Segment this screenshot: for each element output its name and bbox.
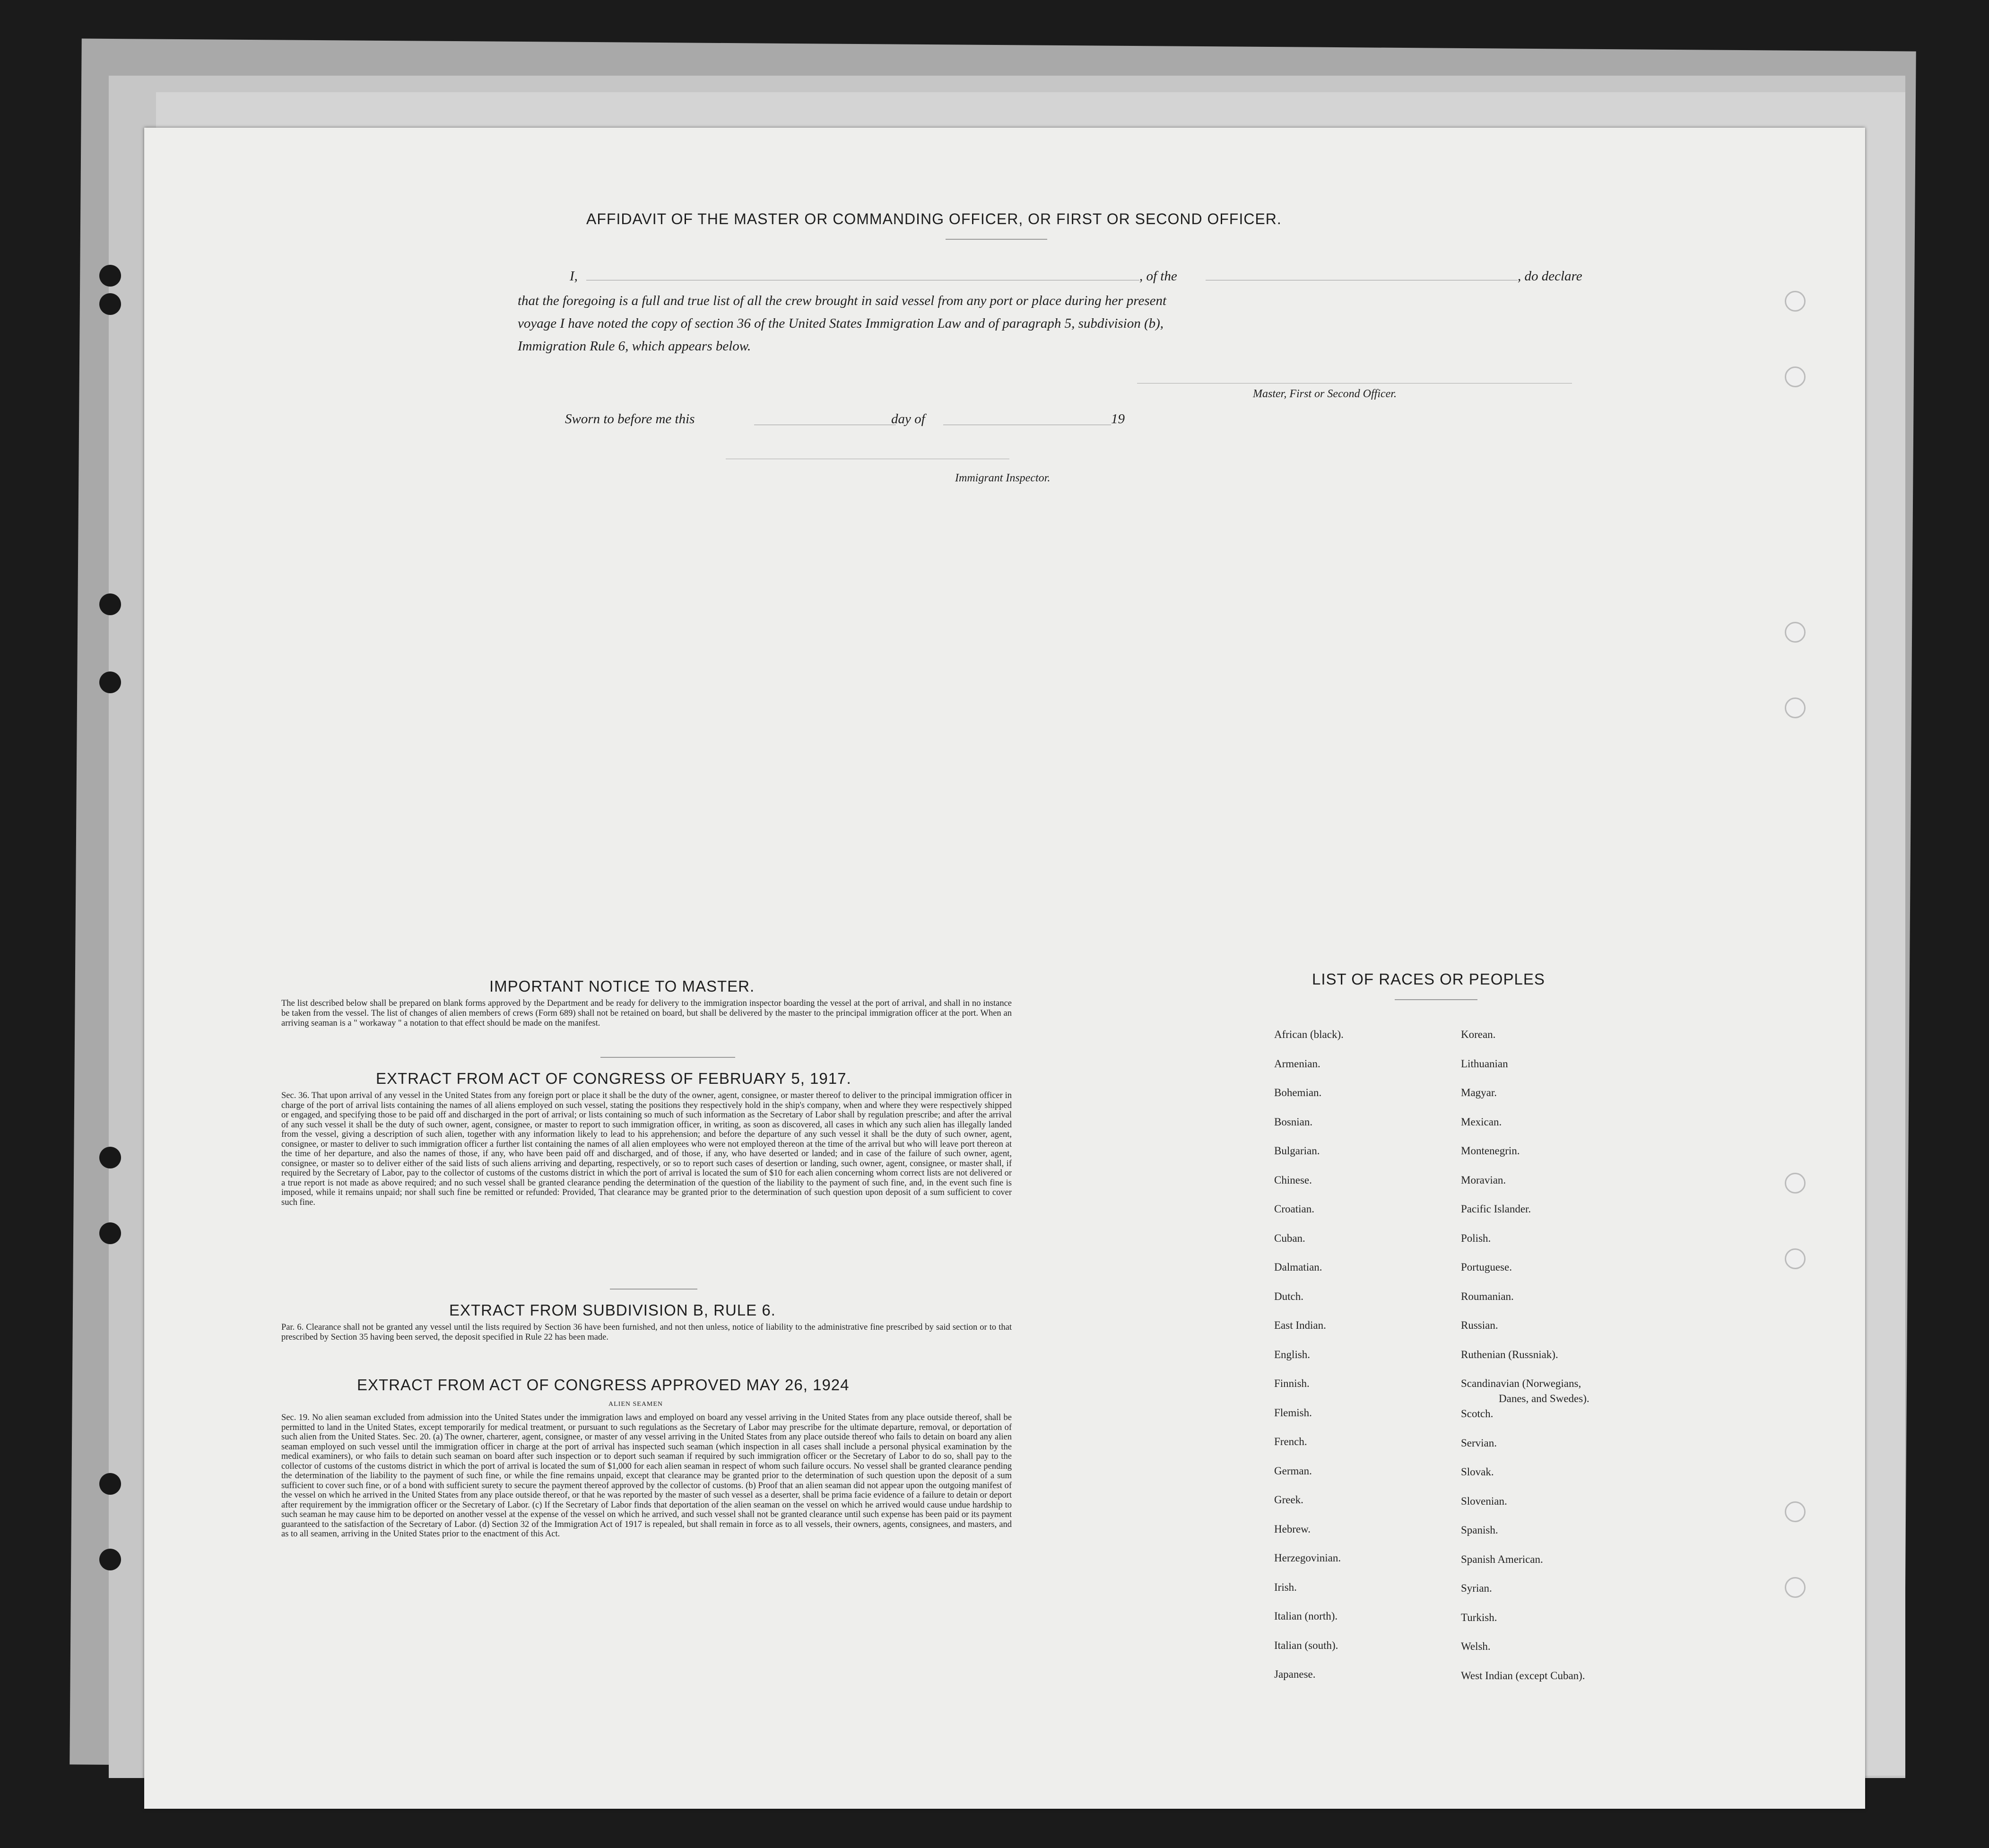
extract-1924-body: Sec. 19. No alien seaman excluded from admission into the United States under the immigration laws and employed on board any vessel arriving in the United States from any place outside thereof, shall be permitted to land in the United States, except temporarily for medical treatment, or pursuant to such regulations as the Secretary of Labor may prescribe for the ultimate departure, removal, or deportation of such alien from the United States. Sec. 20. (a) The owner, charterer, agent, consignee, or master of any vessel arriving in the United States from any place outside thereof who fails to detain on board any alien seaman employed on such vessel until the immigration officer in charge at the port of arrival has inspected such seaman (which inspection in all cases shall include a personal physical examination by the medical examiners), or who fails to detain such seaman on board after such inspection or to deport such seaman if required by such immigration officer or the Secretary of Labor to do so, shall pay to the collector of customs of the customs district in which the port of arrival is located the sum of $1,000 for each alien seaman in respect of whom such failure occurs. No vessel shall be granted clearance pending the determination of the liability to the payment of such fine, or while the fine remains unpaid, except that clearance may be granted prior to the determination of such question upon the deposit of a sum sufficient to cover such fine, or of a bond with sufficient surety to secure the payment thereof approved by the collector of customs. (b) Proof that an alien seaman did not appear upon the outgoing manifest of the vessel on which he arrived in the United States from any place outside thereof, or that he was reported by the master of such vessel as a deserter, shall be prima facie evidence of a failure to detain or deport after requirement by the immigration officer or the Secretary of Labor. (c) If the Secretary of Labor finds that deportation of the alien seaman on the vessel on which he arrived would cause undue hardship to such seaman he may cause him to be deported on another vessel at the expense of the vessel on which he arrived, and such vessel shall not be granted clearance until such expense has been paid or its payment guaranteed to the satisfaction of the Secretary of Labor. (d) Section 32 of the Immigration Act of 1917 is repealed, but shall remain in force as to all vessels, their owners, agents, consignees, and masters, and as to all seamen, arriving in the United States prior to the enactment of this Act. <box>281 1413 1012 1539</box>
race-item: Scotch. <box>1461 1408 1494 1420</box>
race-item: Moravian. <box>1461 1174 1506 1186</box>
extract-1924-title: EXTRACT FROM ACT OF CONGRESS APPROVED MAY 26, 1924 <box>357 1376 850 1394</box>
race-item: Korean. <box>1461 1029 1496 1040</box>
race-item: African (black). <box>1274 1029 1344 1040</box>
races-title: LIST OF RACES OR PEOPLES <box>1312 970 1545 988</box>
race-item: Japanese. <box>1274 1668 1316 1680</box>
document-page <box>144 128 1865 1809</box>
rule6-body: Par. 6. Clearance shall not be granted any vessel until the lists required by Section 36 have been furnished, and not then unless, notice of liability to the administrative fine prescribed by said section or to that prescribed by Section 35 having been served, the deposit specified in Rule 22 has been made. <box>281 1323 1012 1342</box>
master-caption: Master, First or Second Officer. <box>1253 388 1397 400</box>
race-item: Flemish. <box>1274 1406 1312 1419</box>
race-item: Herzegovinian. <box>1274 1552 1341 1564</box>
race-item: Portuguese. <box>1461 1261 1512 1273</box>
race-item: Scandinavian (Norwegians, <box>1461 1377 1581 1389</box>
punch-hole-icon <box>1785 1577 1806 1598</box>
rule6-title: EXTRACT FROM SUBDIVISION B, RULE 6. <box>449 1301 776 1319</box>
punch-hole-icon <box>1785 1173 1806 1194</box>
race-item: Danes, and Swedes). <box>1499 1393 1589 1404</box>
race-item: Italian (north). <box>1274 1610 1338 1622</box>
punch-hole-icon <box>1785 622 1806 643</box>
affidavit-i: I, <box>570 269 578 284</box>
punch-hole-icon <box>1785 1501 1806 1522</box>
year-prefix: 19 <box>1111 411 1125 427</box>
race-item: Finnish. <box>1274 1377 1310 1389</box>
section-rule <box>610 1289 697 1290</box>
race-item: Cuban. <box>1274 1232 1305 1244</box>
race-item: Irish. <box>1274 1581 1297 1593</box>
race-item: Spanish American. <box>1461 1553 1543 1565</box>
punch-hole-icon <box>99 593 121 615</box>
race-item: Italian (south). <box>1274 1639 1338 1651</box>
race-item: Slovak. <box>1461 1466 1494 1478</box>
race-item: Spanish. <box>1461 1524 1498 1536</box>
race-item: Magyar. <box>1461 1087 1497 1098</box>
race-item: English. <box>1274 1348 1311 1360</box>
extract-1924-subtitle: ALIEN SEAMEN <box>608 1401 663 1408</box>
affidavit-line4: Immigration Rule 6, which appears below. <box>518 339 751 354</box>
race-item: Armenian. <box>1274 1057 1320 1070</box>
extract-1917-title: EXTRACT FROM ACT OF CONGRESS OF FEBRUARY 5, 1917. <box>376 1070 851 1087</box>
race-item: Lithuanian <box>1461 1057 1508 1070</box>
punch-hole-icon <box>99 293 121 315</box>
affidavit-do-declare: , do declare <box>1518 269 1582 284</box>
races-rule <box>1395 999 1477 1000</box>
punch-hole-icon <box>99 1222 121 1244</box>
race-item: Bulgarian. <box>1274 1145 1320 1157</box>
race-item: Ruthenian (Russniak). <box>1461 1348 1558 1360</box>
punch-hole-icon <box>1785 366 1806 387</box>
race-item: French. <box>1274 1436 1307 1447</box>
affidavit-line3: voyage I have noted the copy of section 36 of the United States Immigration Law and of paragraph 5, subdivision (b), <box>518 316 1164 331</box>
race-item: Chinese. <box>1274 1174 1312 1186</box>
race-item: German. <box>1274 1464 1312 1477</box>
race-item: Pacific Islander. <box>1461 1203 1531 1215</box>
inspector-caption: Immigrant Inspector. <box>955 472 1051 484</box>
race-item: Slovenian. <box>1461 1495 1507 1507</box>
race-item: Mexican. <box>1461 1116 1502 1128</box>
punch-hole-icon <box>99 671 121 693</box>
punch-hole-icon <box>99 265 121 287</box>
race-item: Syrian. <box>1461 1582 1492 1594</box>
race-item: Welsh. <box>1461 1640 1491 1652</box>
race-item: East Indian. <box>1274 1319 1326 1331</box>
affidavit-title: AFFIDAVIT OF THE MASTER OR COMMANDING OFFICER, OR FIRST OR SECOND OFFICER. <box>586 210 1282 227</box>
punch-hole-icon <box>1785 1248 1806 1269</box>
sworn-text: Sworn to before me this <box>565 411 695 427</box>
race-item: Montenegrin. <box>1461 1145 1520 1157</box>
race-item: Dalmatian. <box>1274 1261 1322 1273</box>
race-item: Servian. <box>1461 1437 1497 1449</box>
notice-body: The list described below shall be prepared on blank forms approved by the Department and be ready for delivery to the immigration inspector boarding the vessel at the port of arrival, and shall in no instance be taken from the vessel. The list of changes of alien members of crews (Form 689) shall not be retained on board, but shall be delivered by the master to the principal immigration officer at the port. When an arriving seaman is a " workaway " a notation to that effect should be made on the manifest. <box>281 999 1012 1028</box>
race-item: Greek. <box>1274 1494 1303 1506</box>
race-item: Bohemian. <box>1274 1087 1322 1098</box>
punch-hole-icon <box>99 1473 121 1495</box>
race-item: Bosnian. <box>1274 1116 1313 1128</box>
extract-1917-body: Sec. 36. That upon arrival of any vessel in the United States from any foreign port or place it shall be the duty of the owner, agent, consignee, or master thereof to deliver to the principal immigration officer in charge of the port of arrival lists containing the names of all aliens employed on such vessel, stating the positions they respectively hold in the ship's company, when and where they were respectively shipped or engaged, and specifying those to be paid off and discharged in the port of arrival; or lists containing so much of such information as the Secretary of Labor shall by regulation prescribe; and after the arrival of any such vessel it shall be the duty of such owner, agent, consignee, or master to report to such immigration officer, in writing, as soon as discovered, all cases in which any such alien has illegally landed from the vessel, giving a description of such alien, together with any information likely to lead to his apprehension; and before the departure of any such vessel it shall be the duty of such owner, agent, consignee, or master to deliver to such immigration officer a further list containing the names of all alien employees who were not employed thereon at the time of the arrival but who will leave port thereon at the time of her departure, and also the names of those, if any, who have been paid off and discharged, and of those, if any, who have deserted or landed; and in case of the failure of such owner, agent, consignee, or master so to deliver either of the said lists of such aliens arriving and departing, respectively, or so to report such cases of desertion or landing, such owner, agent, consignee, or master shall, if required by the Secretary of Labor, pay to the collector of customs of the customs district in which the port of arrival is located the sum of $10 for each alien concerning whom correct lists are not delivered or a true report is not made as above required; and no such vessel shall be granted clearance pending the determination of the question of the liability to the payment of such fine, and, in the event such fine is imposed, while it remains unpaid; nor shall such fine be remitted or refunded: Provided, That clearance may be granted prior to the determination of such question upon deposit of a sum sufficient to cover such fine. <box>281 1091 1012 1207</box>
signature-line <box>1137 383 1572 384</box>
affidavit-line2: that the foregoing is a full and true list of all the crew brought in said vessel from any port or place during her present <box>518 293 1167 308</box>
punch-hole-icon <box>99 1147 121 1168</box>
race-item: Dutch. <box>1274 1290 1303 1302</box>
race-item: Hebrew. <box>1274 1523 1311 1535</box>
race-item: Turkish. <box>1461 1611 1497 1623</box>
notice-title: IMPORTANT NOTICE TO MASTER. <box>489 977 755 995</box>
title-rule <box>946 239 1047 240</box>
section-rule <box>600 1057 735 1058</box>
race-item: Croatian. <box>1274 1203 1314 1215</box>
race-item: Roumanian. <box>1461 1290 1514 1302</box>
race-item: Russian. <box>1461 1319 1498 1331</box>
race-item: West Indian (except Cuban). <box>1461 1669 1585 1682</box>
race-item: Polish. <box>1461 1232 1491 1244</box>
affidavit-of-the: , of the <box>1139 269 1177 284</box>
punch-hole-icon <box>1785 697 1806 718</box>
punch-hole-icon <box>99 1549 121 1570</box>
day-of-text: day of <box>891 411 925 427</box>
punch-hole-icon <box>1785 291 1806 312</box>
